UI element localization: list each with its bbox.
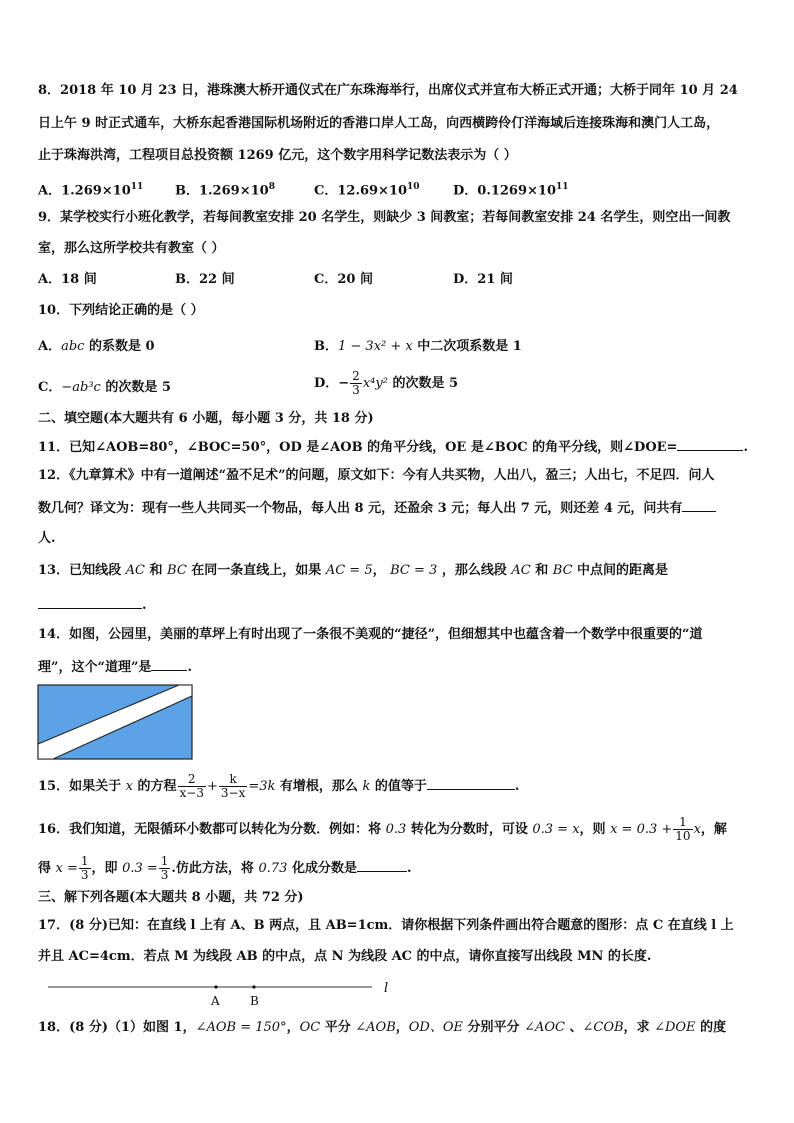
q8-option-d xyxy=(453,178,569,200)
q16-line1-end: ，解 xyxy=(700,822,727,837)
q8-option-a-exp: 11 xyxy=(130,182,144,192)
q11-answer-blank[interactable] xyxy=(677,437,743,451)
fraction-numerator: 1 xyxy=(673,816,692,830)
q15-pre: 15．如果关于 xyxy=(38,779,126,794)
point-a-label: A xyxy=(211,994,220,1008)
q14-line2-end: . xyxy=(187,660,192,675)
q8-line2: 日上午 9 时正式通车，大桥东起香港国际机场附近的香港口岸人工岛，向西横跨伶仃洋海域后连接珠海和澳门人工岛， xyxy=(38,116,720,131)
q11-line xyxy=(38,437,748,457)
q17-line2: 并且 AC=4cm．若点 M 为线段 AB 的中点，点 N 为线段 AC 的中点，请你直接写出线段 MN 的长度. xyxy=(38,949,652,964)
point-b-label: B xyxy=(250,994,259,1008)
q14-line2-text: 理”，这个“道理”是 xyxy=(38,660,152,675)
q16-fraction-1-3-a xyxy=(79,855,91,882)
q15-line xyxy=(38,773,519,800)
q10-option-c-label: C． xyxy=(38,380,62,395)
q13-line2 xyxy=(38,595,147,615)
q10-option-d-math: x⁴y² xyxy=(362,376,388,391)
q16-repeating-decimal-1: 0.3 xyxy=(385,822,407,837)
q16-line2-x: x = xyxy=(55,861,78,876)
q11-text: 11．已知∠AOB=80°，∠BOC=50°，OD 是∠AOB 的角平分线，OE 是∠BOC 的角平分线，则∠DOE= xyxy=(38,440,678,455)
q16-line2-mid: ，即 xyxy=(91,861,123,876)
q8-option-c xyxy=(314,178,420,200)
q15-eq: =3k xyxy=(248,779,276,794)
q8-option-c-text: C．12.69×10 xyxy=(314,183,408,199)
line-l-figure xyxy=(40,976,400,1012)
lawn-shortcut-figure xyxy=(37,684,193,760)
q13-line2-end: . xyxy=(142,598,147,613)
q16-fraction-1-3-b xyxy=(159,855,171,882)
q15-k: k xyxy=(362,779,371,794)
q18-mid2: 平分 xyxy=(320,1020,356,1035)
fraction-numerator: 1 xyxy=(160,854,169,868)
q9-option-b: B．22 间 xyxy=(175,272,235,287)
q18-eq: ∠AOB = 150° xyxy=(195,1020,287,1035)
q10-option-d-fraction xyxy=(350,370,362,397)
q13-and2: 和 xyxy=(530,563,553,578)
fraction-numerator: 2 xyxy=(352,369,360,383)
q15-mid: 的方程 xyxy=(132,779,177,794)
q9-option-c: C．20 间 xyxy=(314,272,373,287)
q13-answer-blank[interactable] xyxy=(38,595,142,609)
q13-mid: 在同一条直线上，如果 xyxy=(186,563,326,578)
q10-option-d-label: D．− xyxy=(314,376,350,391)
q15-fraction-2 xyxy=(219,773,247,800)
fraction-denominator: 3−x xyxy=(220,786,246,800)
q9-line1: 9．某学校实行小班化教学，若每间教室安排 20 名学生，则缺少 3 间教室；若每间教室安排 24 名学生，则空出一间教 xyxy=(38,210,731,225)
q12-line3: 人. xyxy=(38,531,56,546)
q18-mid3: ， xyxy=(395,1020,409,1035)
fraction-denominator: 3 xyxy=(160,868,169,882)
q13-eq2: BC = 3 xyxy=(390,563,438,578)
q13-comma: ， xyxy=(372,563,391,578)
q18-end: 的度 xyxy=(695,1020,727,1035)
fraction-denominator: 3 xyxy=(352,383,360,397)
q13-line1 xyxy=(38,562,668,580)
q10-option-a xyxy=(38,338,155,356)
q13-eq1: AC = 5 xyxy=(325,563,373,578)
q18-odoe: OD、OE xyxy=(408,1020,463,1035)
q16-line1-mid: 转化为分数时，可设 xyxy=(406,822,533,837)
q13-post: ，那么线段 xyxy=(437,563,512,578)
section-3-heading: 三、解下列各题(本大题共 8 小题，共 72 分) xyxy=(38,890,304,905)
q15-x: x xyxy=(125,779,133,794)
q8-option-a-text: A．1.269×10 xyxy=(38,183,131,199)
q10-option-c xyxy=(38,379,171,397)
q16-line2-mid2: .仿此方法，将 xyxy=(171,861,259,876)
q10-option-a-text: 的系数是 0 xyxy=(84,339,155,354)
fraction-numerator: k xyxy=(219,773,247,787)
q18-pre: 18．(8 分)（1）如图 1， xyxy=(38,1020,196,1035)
q14-answer-blank[interactable] xyxy=(151,657,187,671)
q18-mid: ， xyxy=(286,1020,300,1035)
q10-option-a-label: A． xyxy=(38,339,62,354)
q18-oc: OC xyxy=(299,1020,321,1035)
q14-line2 xyxy=(38,657,192,677)
q9-option-d: D．21 间 xyxy=(453,272,513,287)
q13-bc: BC xyxy=(167,563,187,578)
q9-option-a: A．18 间 xyxy=(38,272,97,287)
q8-option-c-exp: 10 xyxy=(407,182,420,192)
q8-option-a xyxy=(38,178,143,200)
q13-pre: 13．已知线段 xyxy=(38,563,126,578)
q11-end: . xyxy=(743,440,748,455)
fraction-denominator: 10 xyxy=(675,829,691,843)
q18-aoc: ∠AOC xyxy=(524,1020,565,1035)
q16-repeating-decimal-2: 0.73 xyxy=(258,861,288,876)
q18-doe: ∠DOE xyxy=(654,1020,696,1035)
q16-line1-eq2: x = 0.3 + xyxy=(610,822,673,837)
q15-post2: 的值等于 xyxy=(370,779,427,794)
q16-line2-tail: . xyxy=(406,861,412,876)
q18-mid4: 分别平分 xyxy=(463,1020,525,1035)
q16-line1-eq: 0.3 = x xyxy=(532,822,580,837)
q16-line2-eq: 0.3 = xyxy=(122,861,158,876)
fraction-numerator: 2 xyxy=(178,773,206,787)
q8-line1: 8．2018 年 10 月 23 日，港珠澳大桥开通仪式在广东珠海举行，出席仪式并宣布大桥正式开通；大桥于同年 10 月 24 xyxy=(38,83,738,98)
section-2-heading: 二、填空题(本大题共有 6 小题，每小题 3 分，共 18 分) xyxy=(38,411,374,426)
q16-fraction-1-10 xyxy=(673,816,692,843)
q10-option-b-text: 中二次项系数是 1 xyxy=(412,339,522,354)
fraction-numerator: 1 xyxy=(80,854,89,868)
q18-aob: ∠AOB xyxy=(355,1020,396,1035)
q13-end: 中点间的距离是 xyxy=(572,563,669,578)
q10-option-c-math: −ab³c xyxy=(61,380,101,395)
q10-option-c-text: 的次数是 5 xyxy=(100,380,171,395)
q18-line1 xyxy=(38,1019,726,1037)
q16-line1 xyxy=(38,816,727,843)
q18-cob: ∠COB xyxy=(582,1020,624,1035)
q10-line1: 10．下列结论正确的是（ ） xyxy=(38,303,204,318)
point-a xyxy=(214,985,217,988)
q13-ac2: AC xyxy=(511,563,531,578)
q16-line1-mid2: ，则 xyxy=(579,822,611,837)
q16-line1-x: x xyxy=(693,822,701,837)
q16-line2-pre: 得 xyxy=(38,861,56,876)
q10-option-b xyxy=(314,338,522,356)
q13-ac: AC xyxy=(125,563,145,578)
q8-option-b xyxy=(175,178,275,200)
q12-line2-text: 数几何？译文为：现有一些人共同买一个物品，每人出 8 元，还盈余 3 元；每人出 7 元，则还差 4 元，问共有 xyxy=(38,501,683,516)
q16-line1-pre: 16．我们知道，无限循环小数都可以转化为分数．例如：将 xyxy=(38,822,386,837)
q15-plus: + xyxy=(206,779,218,794)
q10-option-d xyxy=(314,370,458,397)
q15-answer-blank[interactable] xyxy=(427,776,515,790)
q10-option-b-label: B． xyxy=(314,339,338,354)
q18-mid5: ，求 xyxy=(623,1020,655,1035)
q13-bc2: BC xyxy=(552,563,573,578)
q9-line2: 室，那么这所学校共有教室（ ） xyxy=(38,241,225,256)
q15-end: . xyxy=(514,779,520,794)
q10-option-a-math: abc xyxy=(61,339,85,354)
q15-fraction-1 xyxy=(178,773,206,800)
q16-line2-end: 化成分数是 xyxy=(287,861,357,876)
q17-line1: 17．(8 分)已知：在直线 l 上有 A、B 两点，且 AB=1cm．请你根据下列条件画出符合题意的图形：点 C 在直线 l 上 xyxy=(38,918,734,933)
q12-answer-blank[interactable] xyxy=(682,498,716,512)
q14-line1: 14．如图，公园里，美丽的草坪上有时出现了一条很不美观的“捷径”，但细想其中也蕴含着一个数学中很重要的“道 xyxy=(38,627,703,642)
q16-answer-blank[interactable] xyxy=(357,858,407,872)
fraction-denominator: x−3 xyxy=(179,786,204,800)
q16-line2 xyxy=(38,855,411,882)
q12-line2 xyxy=(38,498,716,518)
q8-option-b-text: B．1.269×10 xyxy=(175,183,269,199)
q10-option-b-math: 1 − 3x² + x xyxy=(338,339,413,354)
line-l-label: l xyxy=(384,981,389,996)
q13-and: 和 xyxy=(144,563,168,578)
q10-option-d-text: 的次数是 5 xyxy=(387,376,459,391)
q15-post: 有增根，那么 xyxy=(275,779,363,794)
q8-option-d-exp: 11 xyxy=(556,182,569,192)
q8-option-b-exp: 8 xyxy=(268,182,275,192)
q8-line3: 止于珠海洪湾，工程项目总投资额 1269 亿元，这个数字用科学记数法表示为（ ） xyxy=(38,148,517,163)
fraction-denominator: 3 xyxy=(80,868,89,882)
point-b xyxy=(252,985,255,988)
q12-line1: 12．《九章算术》中有一道阐述“盈不足术”的问题，原文如下：今有人共买物，人出八，盈三；人出七，不足四．问人 xyxy=(38,468,715,483)
q8-option-d-text: D．0.1269×10 xyxy=(453,183,557,199)
q18-sep: 、 xyxy=(564,1020,583,1035)
